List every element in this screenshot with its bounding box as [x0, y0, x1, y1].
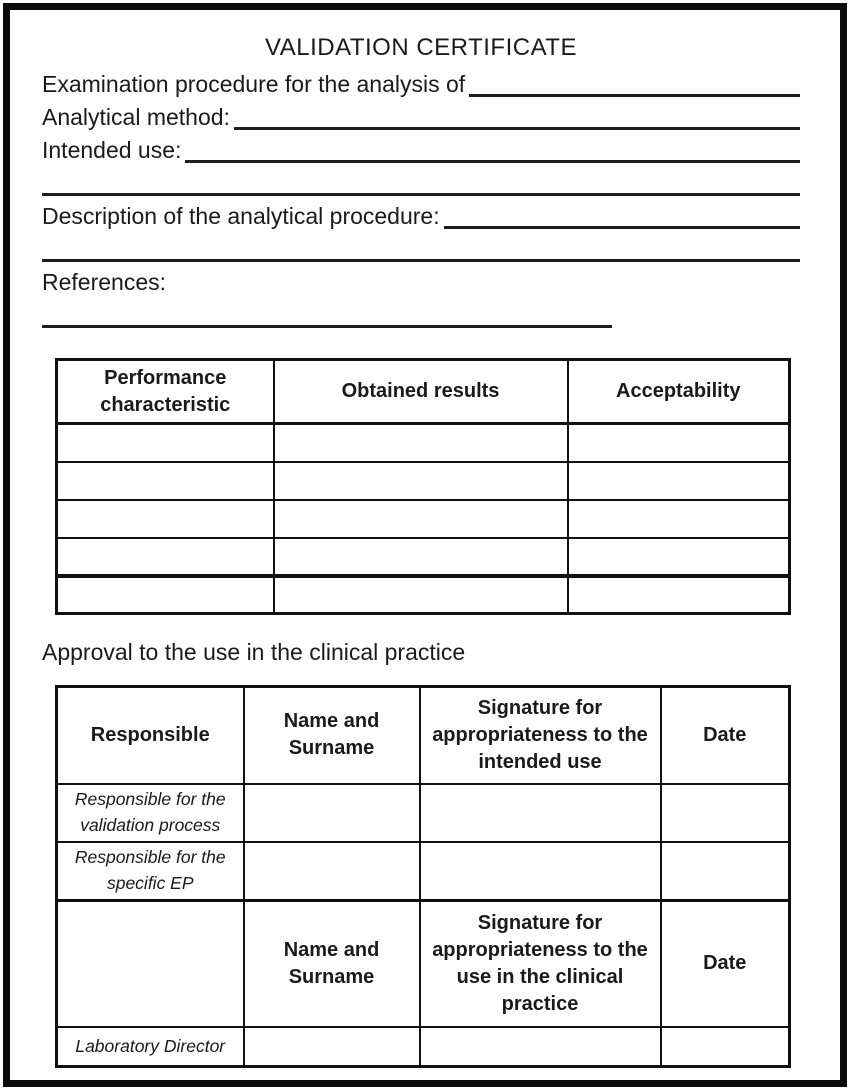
- document-title: VALIDATION CERTIFICATE: [265, 34, 577, 61]
- empty-cell: [420, 784, 661, 842]
- field-analytical-method: [42, 101, 800, 134]
- intended-use-continuation-row: [42, 167, 800, 200]
- empty-cell: [661, 1027, 790, 1067]
- empty-cell: [57, 901, 244, 1027]
- results-empty-row: [57, 424, 790, 462]
- empty-cell: [57, 424, 274, 462]
- description-label: Description of the analytical procedure:: [42, 203, 440, 229]
- empty-cell: [274, 500, 568, 538]
- references-line-row: [42, 299, 800, 332]
- approval-section-heading: Approval to the use in the clinical practice: [42, 639, 466, 665]
- empty-cell: [274, 424, 568, 462]
- page-content: [10, 10, 840, 1080]
- empty-cell: [661, 784, 790, 842]
- obtained-results-header: Obtained results: [274, 360, 568, 424]
- empty-cell: [568, 424, 790, 462]
- results-empty-row: [57, 576, 790, 614]
- analytical-method-blank-line: [234, 126, 800, 130]
- empty-cell: [57, 538, 274, 576]
- empty-cell: [274, 576, 568, 614]
- intended-use-label: Intended use:: [42, 137, 182, 163]
- continuation-blank-line-1: [42, 192, 800, 196]
- results-empty-row: [57, 462, 790, 500]
- field-intended-use: [42, 134, 800, 167]
- field-references: [42, 266, 800, 299]
- empty-cell: [568, 500, 790, 538]
- responsible-header: Responsible: [57, 687, 244, 784]
- approval-table: [55, 685, 791, 1068]
- date-header: Date: [661, 687, 790, 784]
- examination-procedure-blank-line: [469, 93, 800, 97]
- empty-cell: [420, 1027, 661, 1067]
- results-empty-row: [57, 538, 790, 576]
- empty-cell: [244, 842, 420, 901]
- examination-procedure-label: Examination procedure for the analysis of: [42, 71, 466, 97]
- continuation-blank-line-2: [42, 258, 800, 262]
- empty-cell: [57, 500, 274, 538]
- responsible-validation-process-row: [57, 784, 790, 842]
- empty-cell: [568, 462, 790, 500]
- empty-cell: [57, 576, 274, 614]
- empty-cell: [274, 462, 568, 500]
- intended-use-blank-line: [185, 159, 800, 163]
- performance-results-table: [55, 358, 791, 615]
- empty-cell: [568, 538, 790, 576]
- signature-intended-use-header: Signature for appropriateness to the intended use: [420, 687, 661, 784]
- field-examination-procedure: [42, 68, 800, 101]
- responsible-specific-ep-row: [57, 842, 790, 901]
- approval-header-row-bottom: [57, 901, 790, 1027]
- name-surname-header-2: Name and Surname: [244, 901, 420, 1027]
- results-empty-row: [57, 500, 790, 538]
- laboratory-director-row: [57, 1027, 790, 1067]
- laboratory-director-label: Laboratory Director: [57, 1027, 244, 1067]
- analytical-method-label: Analytical method:: [42, 104, 230, 130]
- signature-clinical-practice-header: Signature for appropriateness to the use in the clinical practice: [420, 901, 661, 1027]
- performance-characteristic-header: Performance characteristic: [57, 360, 274, 424]
- approval-header-row-top: [57, 687, 790, 784]
- empty-cell: [274, 538, 568, 576]
- responsible-validation-process-label: Responsible for the validation process: [57, 784, 244, 842]
- empty-cell: [57, 462, 274, 500]
- description-blank-line: [444, 225, 800, 229]
- acceptability-header: Acceptability: [568, 360, 790, 424]
- references-label: References:: [42, 269, 167, 295]
- page-border-frame: [3, 3, 847, 1087]
- name-surname-header: Name and Surname: [244, 687, 420, 784]
- references-blank-line: [42, 324, 612, 328]
- empty-cell: [661, 842, 790, 901]
- field-description: [42, 200, 800, 233]
- date-header-2: Date: [661, 901, 790, 1027]
- empty-cell: [244, 784, 420, 842]
- empty-cell: [568, 576, 790, 614]
- responsible-specific-ep-label: Responsible for the specific EP: [57, 842, 244, 901]
- results-table-header-row: [57, 360, 790, 424]
- empty-cell: [420, 842, 661, 901]
- empty-cell: [244, 1027, 420, 1067]
- description-continuation-row: [42, 233, 800, 266]
